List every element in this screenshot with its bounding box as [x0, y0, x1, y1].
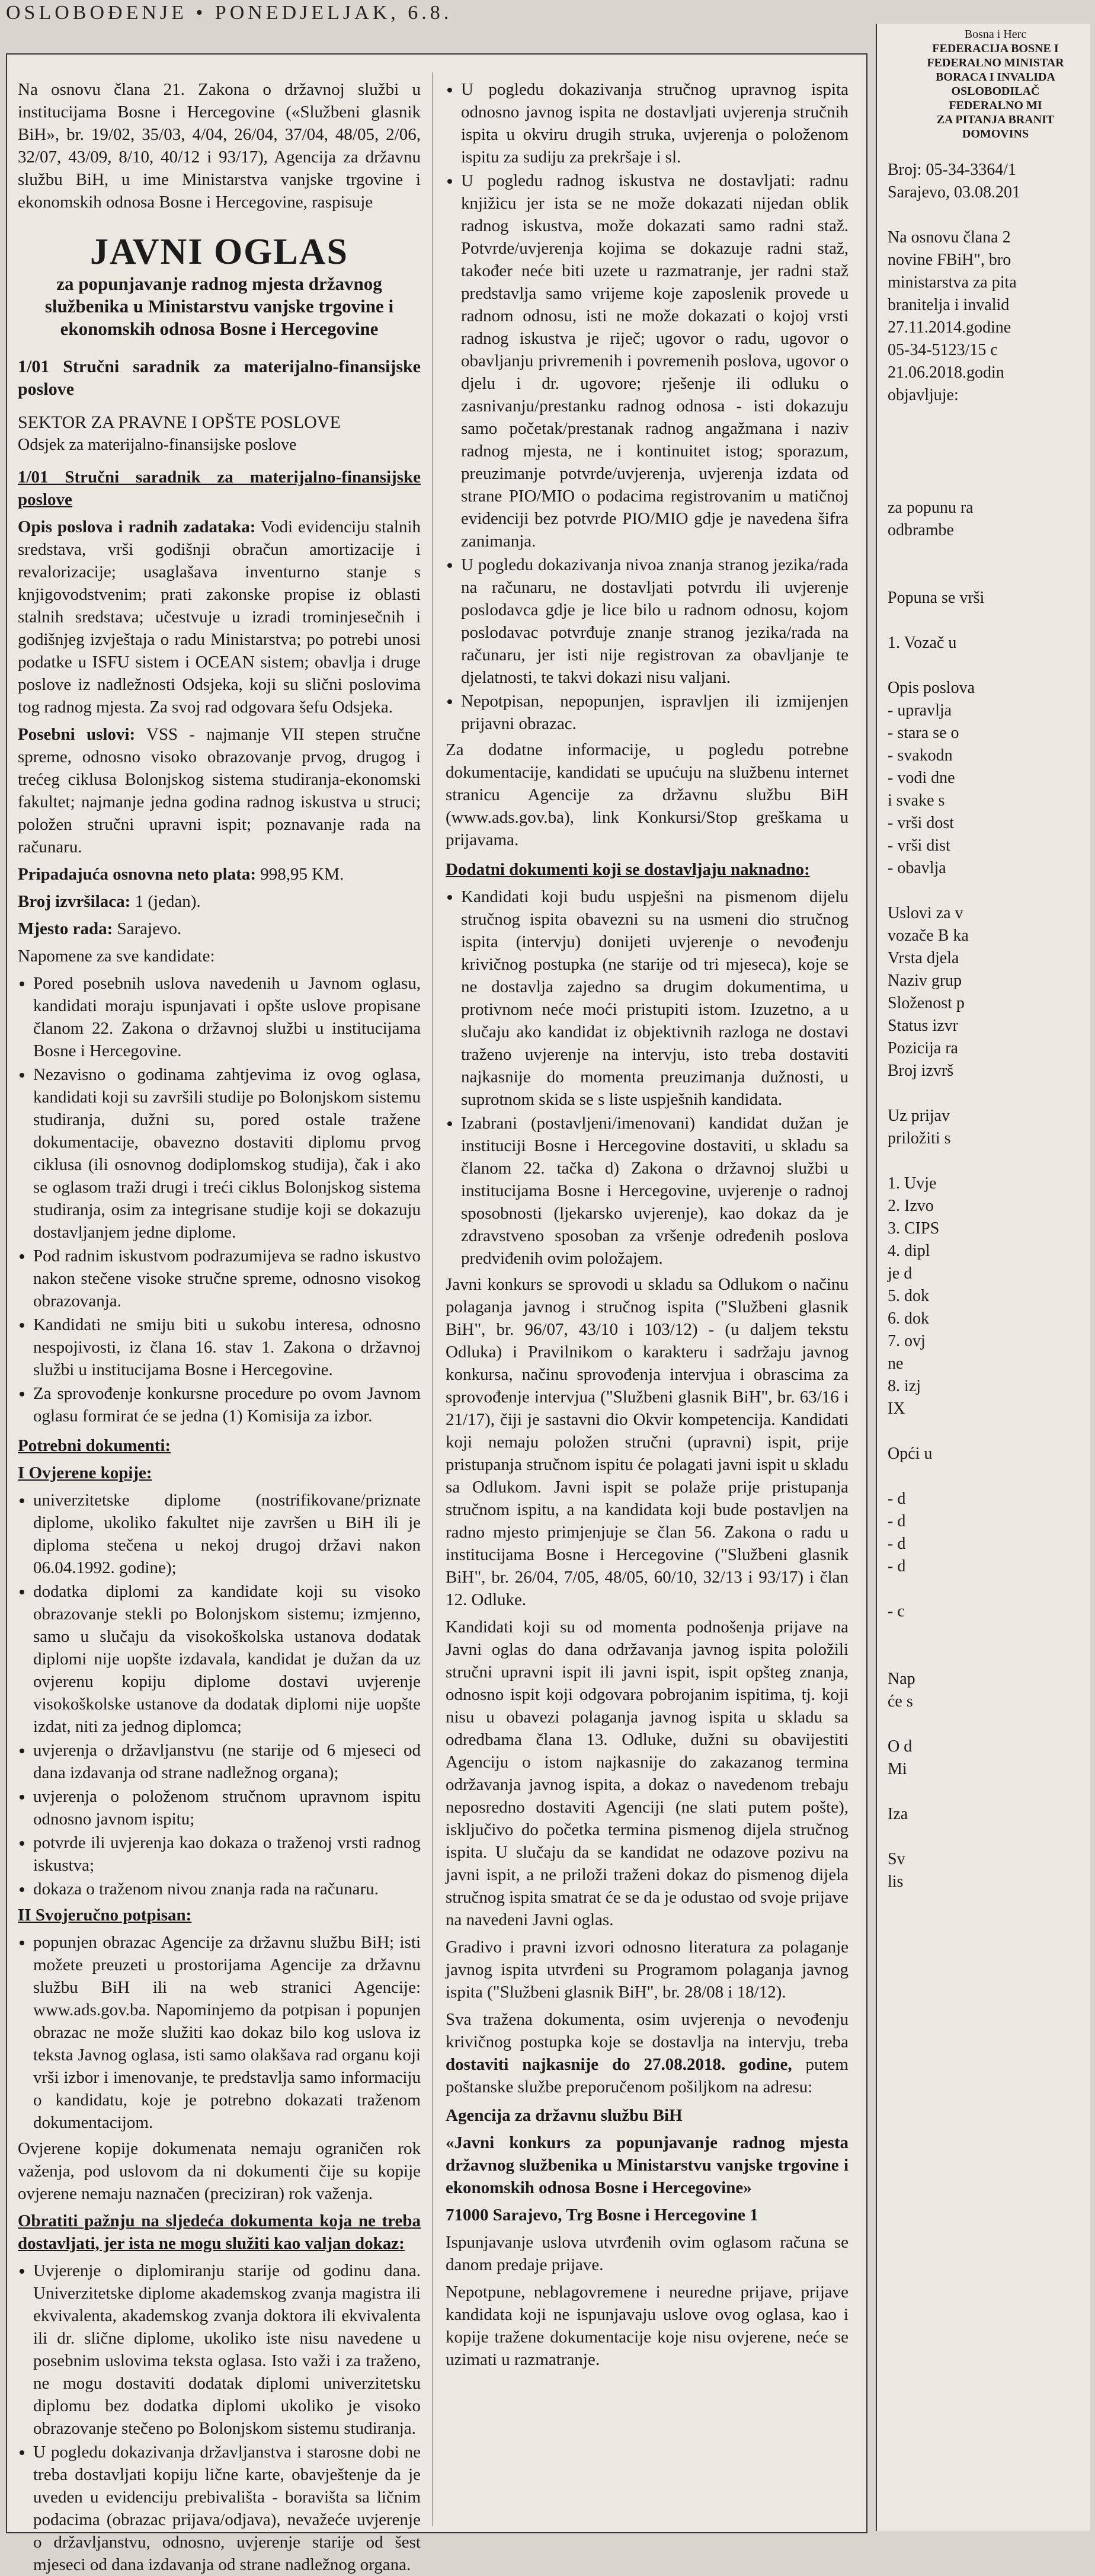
documents-heading: Potrebni dokumenti:: [18, 1436, 171, 1455]
adjacent-line: ministarstva za pita: [888, 273, 1017, 292]
certified-copies-list: [18, 1489, 421, 1900]
header-line: BORACA I INVALIDA: [936, 71, 1055, 84]
attention-heading: Obratiti pažnju na sljedeća dokumenta koja ne treba dostavljati, jer ista ne mogu služiti kao valjan dokaz:: [18, 2211, 421, 2253]
adjacent-line: - upravlja: [888, 701, 952, 720]
adjacent-line: [877, 1150, 1090, 1172]
conditions-label: Posebni uslovi:: [18, 725, 136, 744]
adjacent-line: lis: [888, 1872, 904, 1891]
adjacent-line: 21.06.2018.godin: [888, 363, 1004, 382]
adjacent-line: Uslovi za v: [888, 904, 963, 922]
header-line: ZA PITANJA BRANIT: [936, 113, 1055, 126]
adjacent-line: [877, 1623, 1090, 1645]
list-item: • Nezavisno o godinama zahtjevima iz ovog oglasa, kandidati koji su završili studije po Bolonjskom sistemu studiranja, dužni su, pored ostale tražene dokumentacije, obavezno dostaviti diplomu prvog ciklusa (ili osnovnog dodiplomskog studija), čak i ako se oglasom traži drugi i treći ciklus Bolonjskog sistema studiranja, osim za integrisane studije koji se dokazuju dostavljanjem jedne diplome.: [33, 1063, 421, 1244]
list-item: • Kandidati koji budu uspješni na pismenom dijelu stručnog ispita obavezni su na usmeni dio stručnog ispita (intervju) donijeti uvjerenje o nevođenju krivičnog postupka (ne starije od tri mjeseca), koje se ne dostavlja zajedno sa drugim dokumentima, u protivnom neće moći pristupiti istom. Izuzetno, a u slučaju ako kandidat iz objektivnih razloga ne dostavi traženo uvjerenje na intervju, isto treba dostaviti najkasnije do momenta preuzimanja dužnosti, u suprotnom skida se s liste uspješnih kandidata.: [461, 886, 849, 1111]
adjacent-line: Naziv grup: [888, 971, 962, 990]
adjacent-line: Broj izvrš: [888, 1062, 954, 1080]
header-line: Bosna i Herc: [964, 28, 1027, 41]
adjacent-line: [877, 452, 1090, 474]
adjacent-line: 1. Uvje: [888, 1174, 937, 1193]
adjacent-line: 3. CIPS: [888, 1219, 940, 1238]
list-item: • potvrde ili uvjerenja kao dokaza o traženoj vrsti radnog iskustva;: [33, 1832, 421, 1877]
adjacent-line: [877, 654, 1090, 677]
later-documents-list: [446, 886, 849, 1270]
header-line: DOMOVINS: [962, 127, 1029, 140]
list-item: • Za sprovođenje konkursne procedure po ovom Javnom oglasu formirat će se jedna (1) Komisija za izbor.: [33, 1382, 421, 1427]
header-line: FEDERACIJA BOSNE I: [932, 42, 1059, 55]
adjacent-line: Na osnovu člana 2: [888, 228, 1011, 247]
list-item: • Kandidati ne smiju biti u sukobu interesa, odnosno nespojivosti, iz člana 16. stav 1. Zakona o državnoj službi u institucijama Bosne i Hercegovine.: [33, 1313, 421, 1381]
additional-info: Za dodatne informacije, u pogledu potrebne dokumentacije, kandidati se upućuju na službenu internet stranicu Agencije za državnu službu BiH (www.ads.gov.ba), link Konkursi/Stop greškama u prijavama.: [446, 740, 849, 849]
closing-paragraph: Nepotpune, neblagovremene i neuredne prijave, prijave kandidata koji ne ispunjavaju uslove ovog oglasa, kao i kopije tražene dokumentacije koje nisu ovjerene, neće se uzimati u razmatranje.: [446, 2283, 849, 2369]
adjacent-line: [877, 542, 1090, 564]
certified-copies-heading: I Ovjerene kopije:: [18, 1463, 152, 1482]
adjacent-line: - c: [888, 1602, 905, 1621]
location-value: Sarajevo.: [117, 919, 182, 938]
conditions-text: VSS - najmanje VII stepen stručne spreme, odnosno visoko obrazovanje prvog, drugog i trećeg ciklusa Bolonjskog sistema studiranja-ekonomski fakultet; najmanje jedna godina radnog iskustva u struci; položen stručni upravni ispit; poznavanje rada na računaru.: [18, 725, 421, 856]
adjacent-line: [877, 1826, 1090, 1848]
executors-label: Broj izvršilaca:: [18, 892, 131, 911]
adjacent-line: 7. ovj: [888, 1332, 926, 1350]
work-location: [18, 918, 421, 940]
list-item: • Uvjerenje o diplomiranju starije od godinu dana. Univerzitetske diplome akademskog zvanja magistra ili ekvivalenta, akademskog zvanja doktora ili ekvivalenta ili dr. slične diplome, ukoliko iste nisu navedene u posebnim uslovima teksta oglasa. Isto važi i za traženo, ne mogu dostaviti dodatak diplomi univerzitetsku diplomu bez dodatka diplomi ukoliko je visoko obrazovanje stečeno po Bolonjskom sistemu studiranja.: [33, 2259, 421, 2440]
executors: [18, 890, 421, 913]
adjacent-line: Složenost p: [888, 994, 965, 1012]
salary-label: Pripadajuća osnovna neto plata:: [18, 865, 257, 884]
adjacent-line: za popunu ra: [888, 498, 974, 517]
closing-paragraph: Ispunjavanje uslova utvrđenih ovim oglasom računa se danom predaje prijave.: [446, 2233, 849, 2274]
intro-paragraph: Na osnovu člana 21. Zakona o državnoj službi u institucijama Bosne i Hercegovine («Službeni glasnik BiH», br. 19/02, 35/03, 4/04, 26/04, 37/04, 48/05, 2/06, 32/07, 43/09, 8/10, 40/12 i 93/17), Agencija za državnu službu BiH, u ime Ministarstva vanjske trgovine i ekonomskih odnosa Bosne i Hercegovine, raspisuje: [18, 80, 421, 212]
notes-heading: Napomene za sve kandidate:: [18, 947, 215, 966]
adjacent-line: novine FBiH", bro: [888, 251, 1011, 269]
list-item: • U pogledu dokazivanja državljanstva i starosne dobi ne treba dostavljati kopiju lične karte, obavještenje da je uveden u evidenciju prebivališta - boravišta sa ličnim podacima (obrazac prijava/odjava), nevažeće uvjerenje o državljanstvu, odnosno, uvjerenje starije od šest mjeseci od dana izdavanja od strane nadležnog organa.: [33, 2441, 421, 2576]
adjacent-line: i svake s: [888, 791, 945, 810]
attention-list-continued: [446, 78, 849, 735]
newspaper-masthead: OSLOBOĐENJE • PONEDJELJAK, 6.8.: [6, 2, 453, 24]
adjacent-line: - d: [888, 1535, 906, 1553]
adjacent-line: - vrši dist: [888, 836, 950, 855]
adjacent-line: - obavlja: [888, 859, 946, 877]
salary-value: 998,95 KM.: [260, 865, 344, 884]
adjacent-line: [877, 407, 1090, 429]
signed-heading: II Svojeručno potpisan:: [18, 1906, 192, 1925]
exam-info: Javni konkurs se sprovodi u skladu sa Odlukom o načinu polaganja javnog i stručnog ispita ("Službeni glasnik BiH", br. 96/07, 43/10 i 103/12) - (u daljem tekstu Odluka) i Pravilnikom o karakteru i sadržaju javnog konkursa, načinu sprovođenja intervjua i obrascima za sprovođenje intervjua ("Službeni glasnik BiH", br. 63/16 i 21/17), čiji je sastavni dio Okvir kompetencija. Kandidati koji nemaju položen stručni (upravni) ispit, prije pristupanja stručnom ispitu će polagati javni ispit u skladu sa Odlukom. Javni ispit se polaže prije pristupanja stručnom ispitu, a na kandidata koji bude postavljen na radno mjesto primjenjuje se član 56. Zakona o radu u institucijama Bosne i Hercegovine ("Službeni glasnik BiH", br. 26/04, 7/05, 48/05, 60/10, 32/13 i 93/17) i član 12. Odluke.: [446, 1275, 849, 1609]
header-line: OSLOBODILAČ: [951, 85, 1040, 98]
list-item: • U pogledu dokazivanja nivoa znanja stranog jezika/rada na računaru, ne dostavljati potvrdu ili uvjerenje poslodavca gdje je lice bilo u radnom odnosu, kojom poslodavac potvrđuje znanje stranog jezika/rada na računaru, jer isti nije registrovan za obavljanje te djelatnosti, te takvi dokazi nisu valjani.: [461, 554, 849, 689]
adjacent-line: 1. Vozač u: [888, 634, 957, 652]
adjacent-line: [877, 429, 1090, 452]
adjacent-line: 5. dok: [888, 1287, 929, 1305]
adjacent-line: [877, 609, 1090, 632]
executors-value: 1 (jedan).: [135, 892, 201, 911]
adjacent-line: [877, 1420, 1090, 1443]
list-item: • popunjen obrazac Agencije za državnu službu BiH; isti možete preuzeti u prostorijama Agencije za državnu službu BiH ili na web stranici Agencije: www.ads.gov.ba. Napominjemo da potpisan i popunjen obrazac ne može služiti kao dokaz bilo kog uslova iz teksta Javnog oglasa, isti samo olakšava rad organu koji vrši izbor i imenovanje, te predstavlja samo informaciju o kandidatu, koje je potrebno dokazati traženom dokumentacijom.: [33, 1931, 421, 2134]
adjacent-line: [877, 204, 1090, 226]
position-title: 1/01 Stručni saradnik za materijalno-finansijske poslove: [18, 357, 421, 399]
adjacent-line: Uz prijav: [888, 1107, 950, 1125]
adjacent-line: [877, 1645, 1090, 1668]
position-heading: 1/01 Stručni saradnik za materijalno-finansijske poslove: [18, 468, 421, 509]
adjacent-line: objavljuje:: [888, 386, 959, 404]
list-item: • Pored posebnih uslova navedenih u Javnom oglasu, kandidati moraju ispunjavati i opšte uslove propisane članom 22. Zakona o državnoj službi u institucijama Bosne i Hercegovine.: [33, 972, 421, 1062]
adjacent-line: Opis poslova: [888, 679, 975, 697]
adjacent-line: O d: [888, 1737, 913, 1756]
adjacent-line: [877, 564, 1090, 587]
adjacent-line: odbrambe: [888, 521, 954, 539]
adjacent-line: ne: [888, 1354, 904, 1373]
adjacent-line: [877, 1578, 1090, 1600]
department-name: Odsjek za materijalno-finansijske poslove: [18, 436, 297, 454]
adjacent-line: Iza: [888, 1805, 908, 1823]
adjacent-text: [877, 159, 1090, 1893]
adjacent-line: [877, 1465, 1090, 1488]
adjacent-line: [877, 1781, 1090, 1803]
exam-info-2: Kandidati koji su od momenta podnošenja prijave na Javni oglas do dana održavanja javnog ispita položili stručni upravni ispit ili javni ispit, ispit opšteg znanja, odnosno ispit koji odgovara pobrojanim ispitima, tj. koji nisu u obavezi polaganja javnog ispita u skladu sa odredbama člana 13. Odluke, dužni su obavijestiti Agenciju o istom najkasnije do zakazanog termina održavanja javnog ispita, a dokaz o navedenom trebaju neposredno dostaviti Agenciji (ne slati putem pošte), isključivo do početka termina pismenog dijela stručnog ispita. U slučaju da se kandidat ne odazove pozivu na javni ispit, a ne priloži traženi dokaz do pismenog dijela stručnog ispita smatrat će se da je odustao od svoje prijave na navedeni Javni oglas.: [446, 1618, 849, 1929]
adjacent-line: je d: [888, 1264, 913, 1283]
adjacent-line: - vrši dost: [888, 814, 954, 832]
signed-list: [18, 1931, 421, 2134]
deadline-date: dostaviti najkasnije do 27.08.2018. godine,: [446, 2055, 792, 2074]
header-line: FEDERALNO MI: [949, 99, 1042, 112]
validity-note: Ovjerene kopije dokumenata nemaju ograničen rok važenja, pod uslovom da ni dokumenti čije su kopije ovjerene nemaju naznačen (preciziran) rok važenja.: [18, 2139, 421, 2203]
header-line: FEDERALNO MINISTAR: [927, 56, 1064, 69]
duties: [18, 516, 421, 718]
adjacent-line: [877, 880, 1090, 902]
adjacent-line: Sarajevo, 03.08.201: [888, 183, 1020, 202]
address-line: Agencija za državnu službu BiH: [446, 2106, 683, 2125]
adjacent-line: vozače B ka: [888, 926, 969, 945]
adjacent-line: - svakodn: [888, 746, 953, 765]
list-item: • uvjerenja o državljanstvu (ne starije od 6 mjeseci od dana izdavanja od strane nadležnog organa);: [33, 1739, 421, 1784]
list-item: • Izabrani (postavljeni/imenovani) kandidat dužan je instituciji Bosne i Hercegovine dostaviti, u skladu sa članom 22. tačka d) Zakona o državnoj službi u institucijama Bosne i Hercegovine, uvjerenje o radnoj sposobnosti (ljekarsko uvjerenje), kao dokaz da je zdravstveno sposoban za vršenje određenih poslova predviđenih ovim položajem.: [461, 1112, 849, 1270]
adjacent-line: - d: [888, 1557, 906, 1575]
list-item: • Pod radnim iskustvom podrazumijeva se radno iskustvo nakon stečene visoke stručne spreme, odnosno visokog obrazovanja.: [33, 1245, 421, 1312]
adjacent-line: Pozicija ra: [888, 1039, 958, 1057]
column-right: [446, 78, 849, 2520]
special-conditions: [18, 723, 421, 858]
adjacent-line: Status izvr: [888, 1017, 958, 1035]
adjacent-line: 4. dipl: [888, 1242, 930, 1260]
deadline-post: putem poštanske službe preporučenom pošiljkom na adresu:: [446, 2055, 849, 2096]
location-label: Mjesto rada:: [18, 919, 113, 938]
duties-text: Vodi evidenciju stalnih sredstava, vrši godišnji obračun amortizacije i revalorizacije; usaglašava inventurno stanje s knjigovodstvenim; prati zakonske propise iz oblasti stalnih sredstava; učestvuje u izradi trominjesečnih i godišnjeg izvještaja o radu Ministarstva; po potrebi unosi podatke u ISFU sistem i OCEAN sistem; obavlja i druge poslove iz nadležnosti Odsjeka, koji su slični poslovima tog radnog mjesta. Za svoj rad odgovara šefu Odsjeka.: [18, 517, 421, 717]
list-item: • univerzitetske diplome (nostrifikovane/priznate diplome, ukoliko fakultet nije završen u BiH ili je diploma stečena u nekoj drugoj državi nakon 06.04.1992. godine);: [33, 1489, 421, 1579]
adjacent-line: 8. izj: [888, 1377, 921, 1395]
adjacent-line: Broj: 05-34-3364/1: [888, 161, 1016, 179]
list-item: • Nepotpisan, nepopunjen, ispravljen ili izmijenjen prijavni obrazac.: [461, 690, 849, 735]
adjacent-line: [877, 1082, 1090, 1105]
deadline-paragraph: [446, 2008, 849, 2098]
list-item: • dodatka diplomi za kandidate koji su visoko obrazovanje stekli po Bolonjskom sistemu; izmjenno, samo u slučaju da visokoškolska ustanova dodatak diplomi nije uopšte izdavala, kandidat je dužan da uz ovjerenu kopiju diplome dostavi uvjerenje visokoškolske ustanove da dodatak diplomi nije uopšte izdat, niti za jednog diplomca;: [33, 1580, 421, 1738]
later-documents-heading: Dodatni dokumenti koji se dostavljaju naknadno:: [446, 860, 810, 879]
list-item: • U pogledu radnog iskustva ne dostavljati: radnu knjižicu jer ista se ne može dokazati nijedan oblik radnog iskustva, može dokazati samo radni staž. Potvrde/uvjerenja kojima se dokazuje radni staž, također neće biti uzete u razmatranje, jer radni staž predstavlja samo vrijeme koje zaposlenik provede u radnom odnosu, isti ne može dokazati o kojoj vrsti radnog iskustva je riječ; ugovor o radu, ugovor o obavljanju privremenih i povremenih poslova, ugovor o djelu i dr. ugovore; rješenje ili odluku o zasnivanju/prestanku radnog odnosa - isti dokazuju samo početak/prestanak radnog angažmana i naziv radnog mjesta, ne i kontinuitet istog; sporazum, preuzimanje potvrde/uvjerenja, uvjerenja izdata od strane PIO/MIO o podacima registrovanim u matičnoj evidenciji bez potvrde PIO/MIO gdje je navedena šifra zanimanja.: [461, 170, 849, 552]
notes-list: [18, 972, 421, 1427]
duties-label: Opis poslova i radnih zadataka:: [18, 517, 256, 536]
adjacent-header: [877, 24, 1090, 141]
column-left: [18, 78, 421, 2574]
list-item: • dokaza o traženom nivou znanja rada na računaru.: [33, 1878, 421, 1900]
adjacent-line: Mi: [888, 1760, 907, 1778]
adjacent-line: branitelja i invalid: [888, 296, 1010, 314]
adjacent-line: priložiti s: [888, 1129, 951, 1148]
list-item: • U pogledu dokazivanja stručnog upravnog ispita odnosno javnog ispita ne dostavljati uvjerenja stručnih ispita u okviru drugih struka, uvjerenja o položenom ispitu za sudiju za prekršaje i sl.: [461, 78, 849, 168]
announcement-title: JAVNI OGLAS: [89, 232, 349, 272]
announcement-subtitle: za popunjavanje radnog mjesta državnog službenika u Ministarstvu vanjske trgovine i ekonomskih odnosa Bosne i Hercegovine: [44, 273, 394, 339]
salary: [18, 863, 421, 886]
adjacent-line: će s: [888, 1692, 913, 1711]
adjacent-line: [877, 474, 1090, 497]
adjacent-line: - vodi dne: [888, 769, 955, 787]
adjacent-line: Popuna se vrši: [888, 589, 985, 607]
sector-name: SEKTOR ZA PRAVNE I OPŠTE POSLOVE: [18, 413, 341, 432]
adjacent-line: Sv: [888, 1850, 905, 1868]
attention-list: [18, 2259, 421, 2576]
list-item: • uvjerenja o položenom stručnom upravnom ispitu odnosno javnom ispitu;: [33, 1785, 421, 1830]
adjacent-line: Opći u: [888, 1444, 933, 1463]
adjacent-line: Nap: [888, 1670, 915, 1688]
adjacent-line: 27.11.2014.godine: [888, 318, 1011, 337]
adjacent-line: - d: [888, 1512, 906, 1530]
adjacent-line: 2. Izvo: [888, 1197, 934, 1215]
adjacent-line: [877, 1713, 1090, 1736]
adjacent-line: 05-34-5123/15 c: [888, 341, 998, 359]
deadline-pre: Sva tražena dokumenta, osim uvjerenja o nevođenju krivičnog postupka koje se dostavlja na intervju, treba: [446, 2010, 849, 2051]
adjacent-line: - stara se o: [888, 724, 959, 742]
adjacent-line: IX: [888, 1399, 905, 1418]
adjacent-line: - d: [888, 1490, 906, 1508]
adjacent-line: 6. dok: [888, 1309, 929, 1328]
address-line: «Javni konkurs za popunjavanje radnog mjesta državnog službenika u Ministarstvu vanjske trgovine i ekonomskih odnosa Bosne i Hercegovine»: [446, 2133, 849, 2197]
adjacent-announcement: [876, 24, 1090, 2531]
adjacent-line: Vrsta djela: [888, 949, 959, 967]
address-line: 71000 Sarajevo, Trg Bosne i Hercegovine 1: [446, 2206, 758, 2225]
job-announcement: [6, 53, 867, 2574]
literature-info: Gradivo i pravni izvori odnosno literatura za polaganje javnog ispita utvrđeni su Programom polaganja javnog ispita ("Službeni glasnik BiH", br. 28/08 i 18/12).: [446, 1938, 849, 2002]
